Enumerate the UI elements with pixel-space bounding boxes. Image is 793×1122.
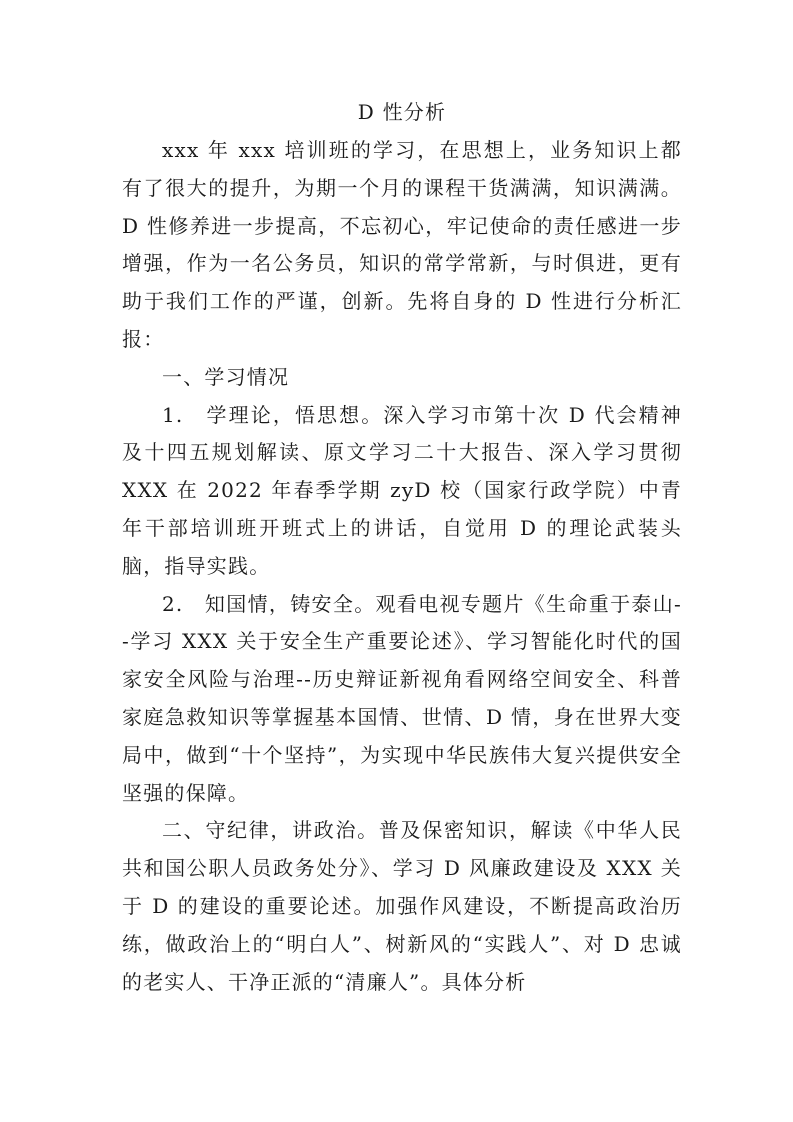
section-discipline-paragraph: 二、守纪律，讲政治。普及保密知识，解读《中华人民共和国公职人员政务处分》、学习 D 风廉政建设及 XXX 关于 D 的建设的重要论述。加强作风建设，不断提高政治历练，做政治上的“明白人”、树新风的“实践人”、对 D 忠诚的老实人、干净正派的“清廉人”。具体分析 [122,818,682,994]
document-title: D 性分析 [357,100,447,124]
study-item-security: 2. 知国情，铸安全。观看电视专题片《生命重于泰山--学习 XXX 关于安全生产重要论述》、学习智能化时代的国家安全风险与治理--历史辩证新视角看网络空间安全、科普家庭急救知识等掌握基本国情、世情、D 情，身在世界大变局中，做到“十个坚持”，为实现中华民族伟大复兴提供安全坚强的保障。 [122,591,682,805]
section-heading-study: 一、学习情况 [162,364,290,389]
document-body [122,92,682,1001]
intro-paragraph: xxx 年 xxx 培训班的学习，在思想上，业务知识上都有了很大的提升，为期一个月的课程干货满满，知识满满。D 性修养进一步提高，不忘初心，牢记使命的责任感进一步增强，作为一名公务员，知识的常学常新，与时俱进，更有助于我们工作的严谨，创新。先将自身的 D 性进行分析汇报： [122,138,682,351]
study-item-theory: 1. 学理论，悟思想。深入学习市第十次 D 代会精神及十四五规划解读、原文学习二十大报告、深入学习贯彻 XXX 在 2022 年春季学期 zyD 校（国家行政学院）中青年干部培训班开班式上的讲话，自觉用 D 的理论武装头脑，指导实践。 [122,402,682,578]
